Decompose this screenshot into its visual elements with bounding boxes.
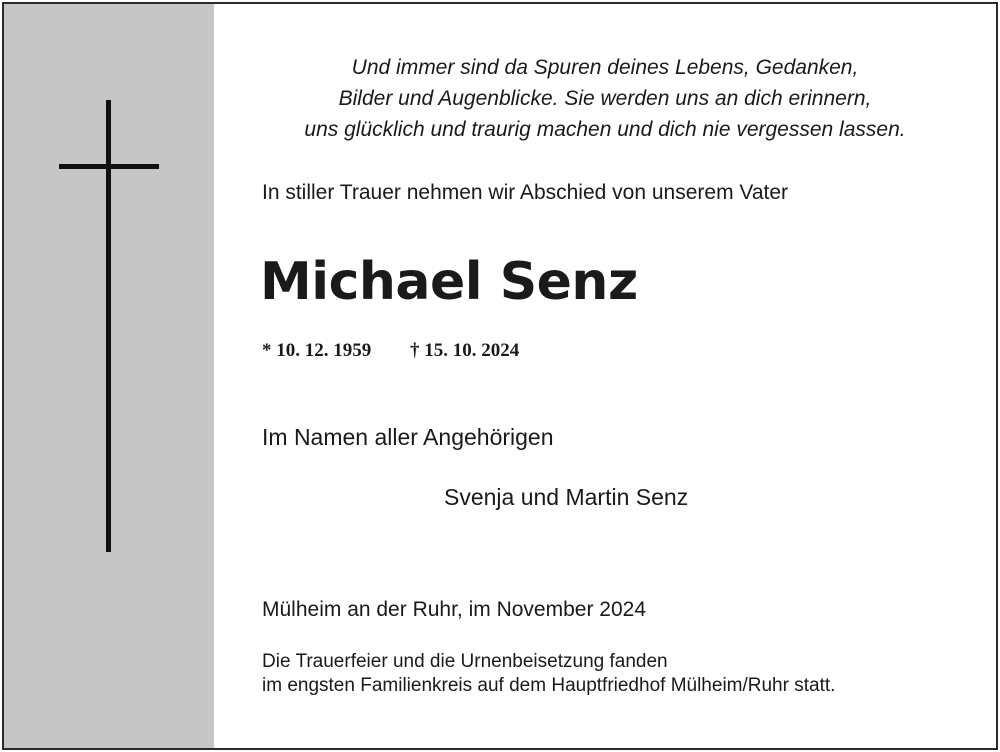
place-and-date: Mülheim an der Ruhr, im November 2024: [262, 598, 647, 621]
sidebar-panel: [4, 4, 214, 748]
funeral-note-line: Die Trauerfeier und die Urnenbeisetzung fanden: [262, 651, 668, 672]
on-behalf-line: Im Namen aller Angehörigen: [262, 424, 554, 450]
cross-icon: [59, 100, 159, 552]
poem-line: Bilder und Augenblicke. Sie werden uns an dich erinnern,: [338, 87, 872, 110]
life-dates: [262, 340, 519, 362]
birth-date: * 10. 12. 1959: [262, 340, 372, 361]
poem-line: Und immer sind da Spuren deines Lebens, Gedanken,: [351, 56, 859, 79]
family-signature: Svenja und Martin Senz: [444, 484, 689, 510]
cross-horizontal-bar: [59, 164, 159, 169]
funeral-note: [262, 650, 835, 698]
deceased-name: Michael Senz: [260, 252, 638, 312]
notice-content: [214, 4, 996, 748]
obituary-notice: [2, 2, 998, 750]
death-date: † 15. 10. 2024: [410, 340, 520, 361]
mourning-intro: In stiller Trauer nehmen wir Abschied von unserem Vater: [262, 181, 789, 204]
poem-line: uns glücklich und traurig machen und dich nie vergessen lassen.: [304, 118, 906, 141]
poem-verse: [214, 52, 996, 145]
funeral-note-line: im engsten Familienkreis auf dem Hauptfriedhof Mülheim/Ruhr statt.: [262, 675, 836, 696]
